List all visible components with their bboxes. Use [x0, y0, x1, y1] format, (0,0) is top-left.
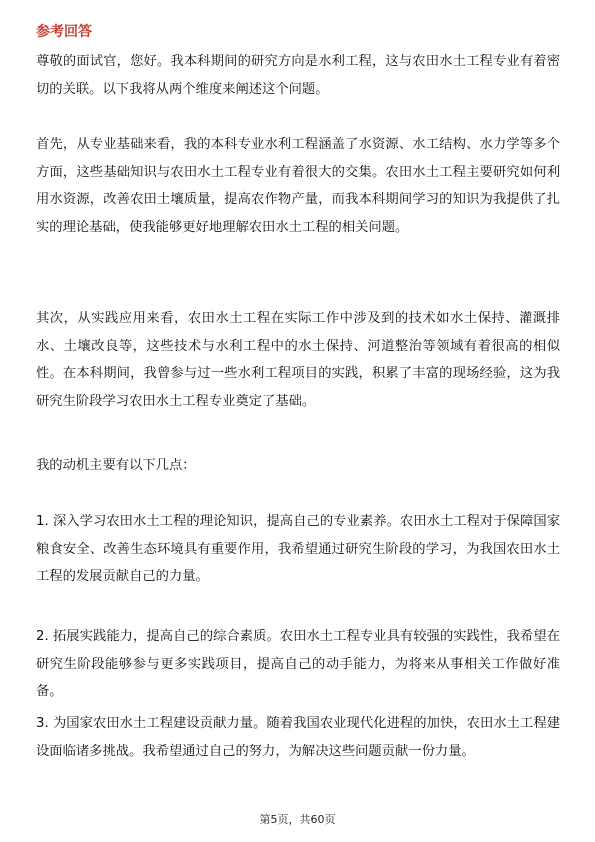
motivation-item-3: 3. 为国家农田水土工程建设贡献力量。随着我国农业现代化进程的加快，农田水土工程建设面临诸多挑战。我希望通过自己的努力，为解决这些问题贡献一份力量。 — [36, 716, 560, 759]
intro-paragraph: 尊敬的面试官，您好。我本科期间的研究方向是水利工程，这与农田水土工程专业有着密切的关联。以下我将从两个维度来阐述这个问题。 — [36, 54, 560, 97]
motivation-intro: 我的动机主要有以下几点： — [36, 458, 196, 473]
motivation-item-2: 2. 拓展实践能力，提高自己的综合素质。农田水土工程专业具有较强的实践性，我希望在研究生阶段能够参与更多实践项目，提高自己的动手能力，为将来从事相关工作做好准备。 — [36, 629, 560, 699]
motivation-item-1: 1. 深入学习农田水土工程的理论知识，提高自己的专业素养。农田水土工程对于保障国家粮食安全、改善生态环境具有重要作用，我希望通过研究生阶段的学习，为我国农田水土工程的发展贡献自己的力量。 — [36, 514, 560, 584]
page-number: 第5页，共60页 — [259, 813, 336, 826]
foundation-paragraph: 首先，从专业基础来看，我的本科专业水利工程涵盖了水资源、水工结构、水力学等多个方面，这些基础知识与农田水土工程专业有着很大的交集。农田水土工程主要研究如何利用水资源，改善农田土壤质量，提高农作物产量，而我本科期间学习的知识为我提供了扎实的理论基础，使我能够更好地理解农田水土工程的相关问题。 — [36, 137, 560, 235]
answer-heading: 参考回答 — [36, 24, 92, 40]
practice-paragraph: 其次，从实践应用来看，农田水土工程在实际工作中涉及到的技术如水土保持、灌溉排水、土壤改良等，这些技术与水利工程中的水土保持、河道整治等领域有着很高的相似性。在本科期间，我曾参与过一些水利工程项目的实践，积累了丰富的现场经验，这为我研究生阶段学习农田水土工程专业奠定了基础。 — [36, 311, 560, 409]
